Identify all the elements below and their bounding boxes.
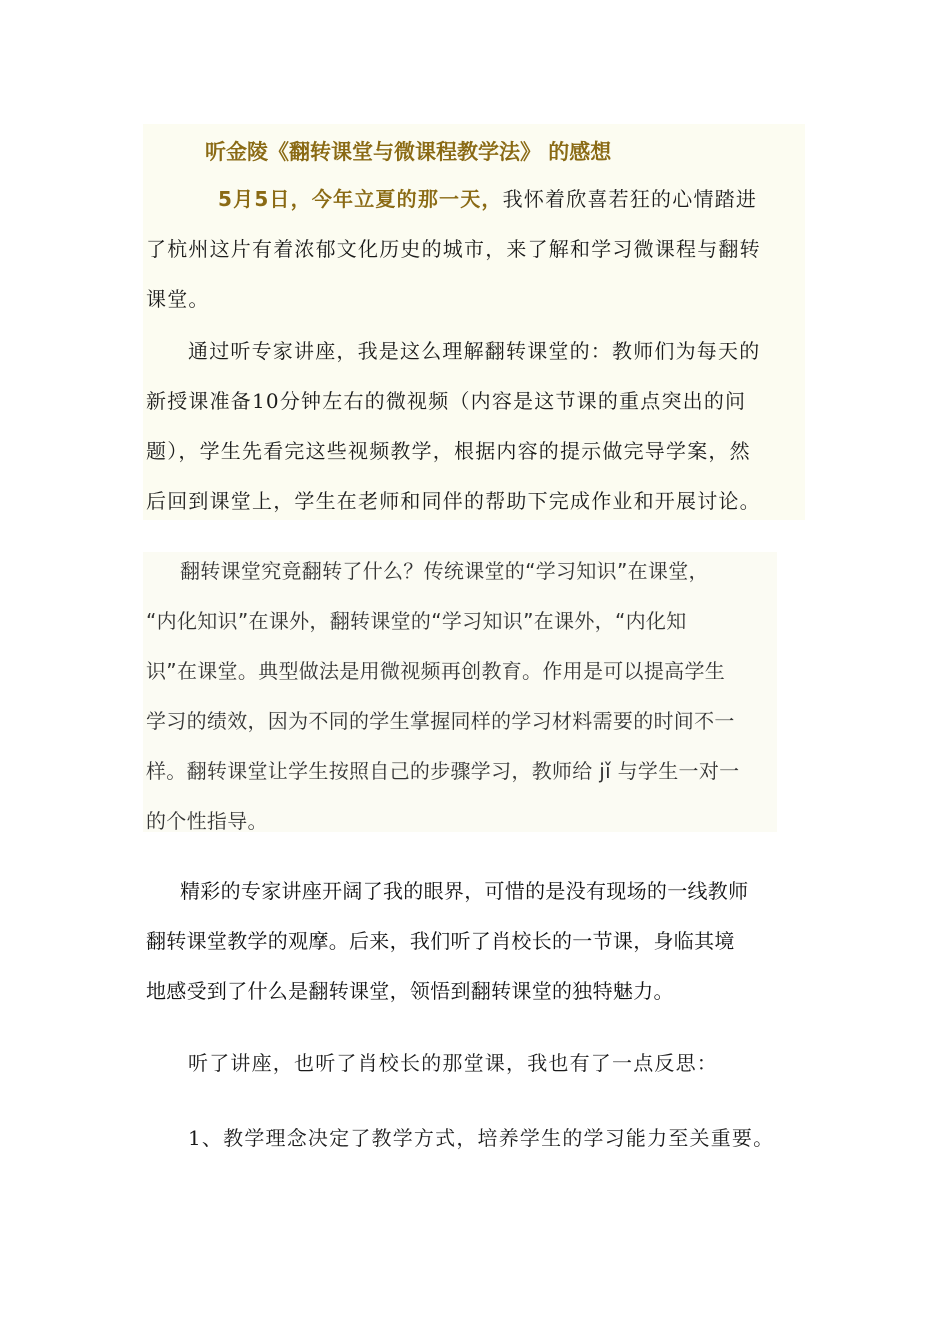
paragraph-3-line: “内化知识”在课外，翻转课堂的“学习知识”在课外，“内化知: [146, 609, 687, 633]
paragraph-3: [146, 546, 806, 846]
paragraph-3-line: 学习的绩效，因为不同的学生掌握同样的学习材料需要的时间不一: [146, 709, 735, 733]
paragraph-2-line: 题），学生先看完这些视频教学，根据内容的提示做完导学案，然: [146, 439, 751, 463]
paragraph-2: [146, 326, 806, 526]
paragraph-1-line-3: 课堂。: [146, 287, 210, 311]
paragraph-4-line: 精彩的专家讲座开阔了我的眼界，可惜的是没有现场的一线教师: [180, 879, 749, 903]
paragraph-3-line: 样。翻转课堂让学生按照自己的步骤学习，教师给 jǐ 与学生一对一: [146, 759, 740, 783]
paragraph-3-line: 的个性指导。: [146, 809, 268, 833]
paragraph-4-line: 翻转课堂教学的观摩。后来，我们听了肖校长的一节课，身临其境: [146, 929, 735, 953]
paragraph-4-line: 地感受到了什么是翻转课堂，领悟到翻转课堂的独特魅力。: [146, 979, 674, 1003]
document-title: 听金陵《翻转课堂与微课程教学法》 的感想: [205, 140, 612, 164]
paragraph-5-line: 听了讲座，也听了肖校长的那堂课，我也有了一点反思：: [188, 1051, 718, 1075]
paragraph-1-line-1: 我怀着欣喜若狂的心情踏进: [502, 187, 758, 211]
date-phrase: 5月5日，今年立夏的那一天，: [218, 187, 503, 211]
paragraph-6: [146, 1113, 806, 1163]
paragraph-2-line: 通过听专家讲座，我是这么理解翻转课堂的：教师们为每天的: [188, 339, 761, 363]
paragraph-1-line-2: 了杭州这片有着浓郁文化历史的城市，来了解和学习微课程与翻转: [146, 237, 761, 261]
paragraph-3-line: 识”在课堂。典型做法是用微视频再创教育。作用是可以提高学生: [146, 659, 726, 683]
paragraph-2-line: 新授课准备10分钟左右的微视频（内容是这节课的重点突出的问: [146, 389, 747, 413]
paragraph-1: [146, 174, 806, 324]
paragraph-2-line: 后回到课堂上，学生在老师和同伴的帮助下完成作业和开展讨论。: [146, 489, 761, 513]
paragraph-5: [146, 1038, 806, 1088]
paragraph-6-line: 1、教学理念决定了教学方式，培养学生的学习能力至关重要。: [188, 1126, 775, 1150]
paragraph-4: [146, 866, 806, 1016]
paragraph-3-line: 翻转课堂究竟翻转了什么？传统课堂的“学习知识”在课堂，: [180, 559, 709, 583]
